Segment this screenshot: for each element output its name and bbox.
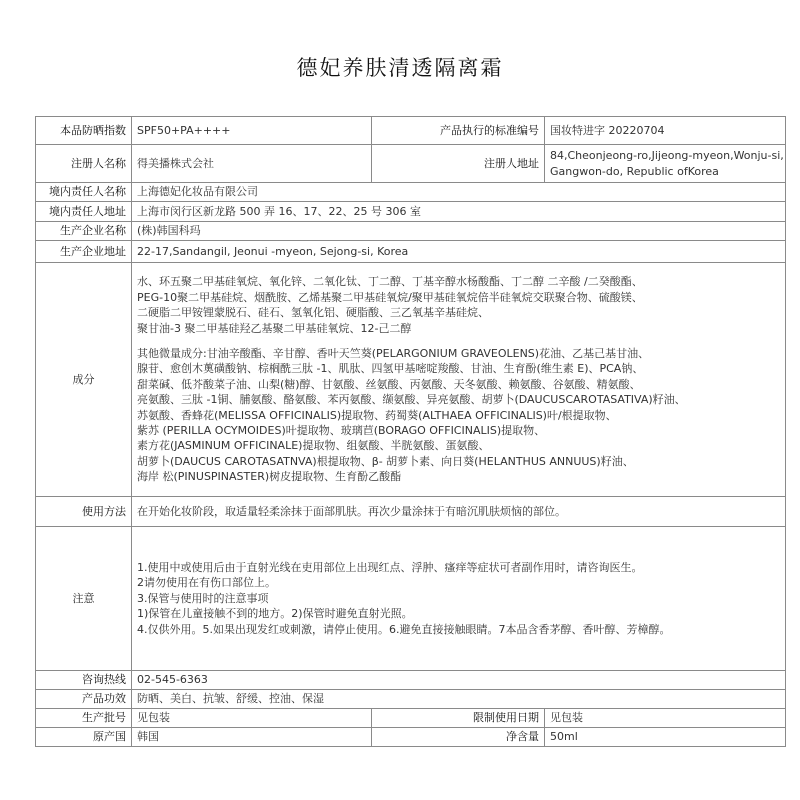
expiry-label: 限制使用日期 xyxy=(372,709,545,728)
caution-label: 注意 xyxy=(36,527,132,671)
ingredient-line: 胡萝卜(DAUCUS CAROTASATNVA)根提取物、β- 胡萝卜素、向日葵(HELANTHUS ANNUUS)籽油、 xyxy=(137,454,634,468)
efficacy-label: 产品功效 xyxy=(36,690,132,709)
caution-line: 4.仅供外用。5.如果出现发红或刺激，请停止使用。6.避免直接接触眼睛。7本品含香茅醇、香叶醇、芳樟醇。 xyxy=(137,622,671,636)
hotline-row xyxy=(36,671,786,690)
ingredient-line: 素方花(JASMINUM OFFICINALE)提取物、组氨酸、半胱氨酸、蛋氨酸、 xyxy=(137,439,490,453)
usage-value: 在开始化妆阶段，取适量轻柔涂抹于面部肌肤。再次少量涂抹于有暗沉肌肤烦恼的部位。 xyxy=(132,497,786,527)
manufacturer-name-value: (株)韩国科玛 xyxy=(132,222,786,241)
registrant-row xyxy=(36,145,786,183)
ingredient-line: 腺苷、愈创木薁磺酸钠、棕榈酰三肽 -1、肌肽、四氢甲基嘧啶羧酸、甘油、生育酚(维生素 E)、PCA钠、 xyxy=(137,362,644,376)
usage-row xyxy=(36,497,786,527)
registrant-address-line: Gangwon-do, Republic ofKorea xyxy=(550,164,719,178)
manufacturer-name-label: 生产企业名称 xyxy=(36,222,132,241)
hotline-value: 02-545-6363 xyxy=(132,671,786,690)
standard-number-label: 产品执行的标准编号 xyxy=(372,117,545,145)
expiry-value: 见包装 xyxy=(545,709,786,728)
manufacturer-address-row xyxy=(36,241,786,263)
registrant-address-value xyxy=(545,145,786,183)
ingredients-row xyxy=(36,263,786,497)
ingredient-line: 其他微量成分:甘油辛酸酯、辛甘醇、香叶天竺葵(PELARGONIUM GRAVEOLENS)花油、乙基己基甘油、 xyxy=(137,346,650,360)
caution-line: 1)保管在儿童接触不到的地方。2)保管时避免直射光照。 xyxy=(137,607,413,621)
domestic-name-row xyxy=(36,183,786,202)
standard-number-value: 国妆特进字 20220704 xyxy=(545,117,786,145)
registrant-name-value: 得美播株式会社 xyxy=(132,145,372,183)
ingredient-line: 海岸 松(PINUSPINASTER)树皮提取物、生育酚乙酸酯 xyxy=(137,470,402,484)
main-ingredients xyxy=(137,274,780,336)
caution-line: 1.使用中或使用后由于直射光线在吏用部位上出现红点、浮肿、瘙痒等症状可者副作用时，请咨询医生。 xyxy=(137,560,643,574)
net-content-label: 净含量 xyxy=(372,728,545,747)
origin-label: 原产国 xyxy=(36,728,132,747)
domestic-address-row xyxy=(36,202,786,222)
manufacturer-address-label: 生产企业地址 xyxy=(36,241,132,263)
batch-row xyxy=(36,709,786,728)
caution-line: 2请勿使用在有伤口部位上。 xyxy=(137,576,276,590)
batch-label: 生产批号 xyxy=(36,709,132,728)
manufacturer-address-value: 22-17,Sandangil, Jeonui -myeon, Sejong-si, Korea xyxy=(132,241,786,263)
usage-label: 使用方法 xyxy=(36,497,132,527)
ingredient-line: PEG-10聚二甲基硅烷、烟酰胺、乙烯基聚二甲基硅氧烷/聚甲基硅氧烷倍半硅氧烷交联聚合物、硫酸镁、 xyxy=(137,290,643,304)
ingredient-line: 紫苏 (PERILLA OCYMOIDES)叶提取物、玻璃苣(BORAGO OFFICINALIS)提取物、 xyxy=(137,424,546,438)
efficacy-row xyxy=(36,690,786,709)
ingredient-line: 甜菜碱、低芥酸菜子油、山梨(糖)醇、甘氨酸、丝氨酸、丙氨酸、天冬氨酸、赖氨酸、谷氨酸、精氨酸、 xyxy=(137,377,641,391)
caution-row xyxy=(36,527,786,671)
domestic-address-label: 境内责任人地址 xyxy=(36,202,132,222)
caution-value xyxy=(132,527,786,671)
ingredient-line: 聚甘油-3 聚二甲基硅羟乙基聚二甲基硅氧烷、12-己二醇 xyxy=(137,321,412,335)
registrant-name-label: 注册人名称 xyxy=(36,145,132,183)
spf-label: 本品防晒指数 xyxy=(36,117,132,145)
registrant-address-label: 注册人地址 xyxy=(372,145,545,183)
domestic-address-value: 上海市闵行区新龙路 500 弄 16、17、22、25 号 306 室 xyxy=(132,202,786,222)
ingredient-line: 二硬脂二甲铵锂蒙脱石、硅石、氢氧化铝、硬脂酸、三乙氧基辛基硅烷、 xyxy=(137,306,489,320)
page-title: 德妃养肤清透隔离霜 xyxy=(296,56,504,80)
registrant-address-line: 84,Cheonjeong-ro,Jijeong-myeon,Wonju-si, xyxy=(550,149,784,163)
origin-value: 韩国 xyxy=(132,728,372,747)
ingredient-line: 苏氨酸、香蜂花(MELISSA OFFICINALIS)提取物、药蜀葵(ALTHAEA OFFICINALIS)叶/根提取物、 xyxy=(137,408,617,422)
domestic-name-value: 上海德妃化妆品有限公司 xyxy=(132,183,786,202)
ingredients-label: 成分 xyxy=(36,263,132,497)
domestic-name-label: 境内责任人名称 xyxy=(36,183,132,202)
net-content-value: 50ml xyxy=(545,728,786,747)
batch-value: 见包装 xyxy=(132,709,372,728)
ingredients-value xyxy=(132,263,786,497)
manufacturer-name-row xyxy=(36,222,786,241)
ingredient-line: 水、环五聚二甲基硅氧烷、氧化锌、二氧化钛、丁二醇、丁基辛醇水杨酸酯、丁二醇 二辛酸 /二癸酸酯、 xyxy=(137,275,643,289)
spf-row xyxy=(36,117,786,145)
product-spec-table xyxy=(35,116,786,747)
ingredient-line: 亮氨酸、三肽 -1铜、脯氨酸、酪氨酸、苯丙氨酸、缬氨酸、异亮氨酸、胡萝卜(DAUCUSCAROTASATIVA)籽油、 xyxy=(137,393,686,407)
origin-row xyxy=(36,728,786,747)
minor-ingredients xyxy=(137,346,780,485)
efficacy-value: 防晒、美白、抗皱、舒缓、控油、保湿 xyxy=(132,690,786,709)
hotline-label: 咨询热线 xyxy=(36,671,132,690)
caution-line: 3.保管与使用时的注意事项 xyxy=(137,591,269,605)
spf-value: SPF50+PA++++ xyxy=(132,117,372,145)
